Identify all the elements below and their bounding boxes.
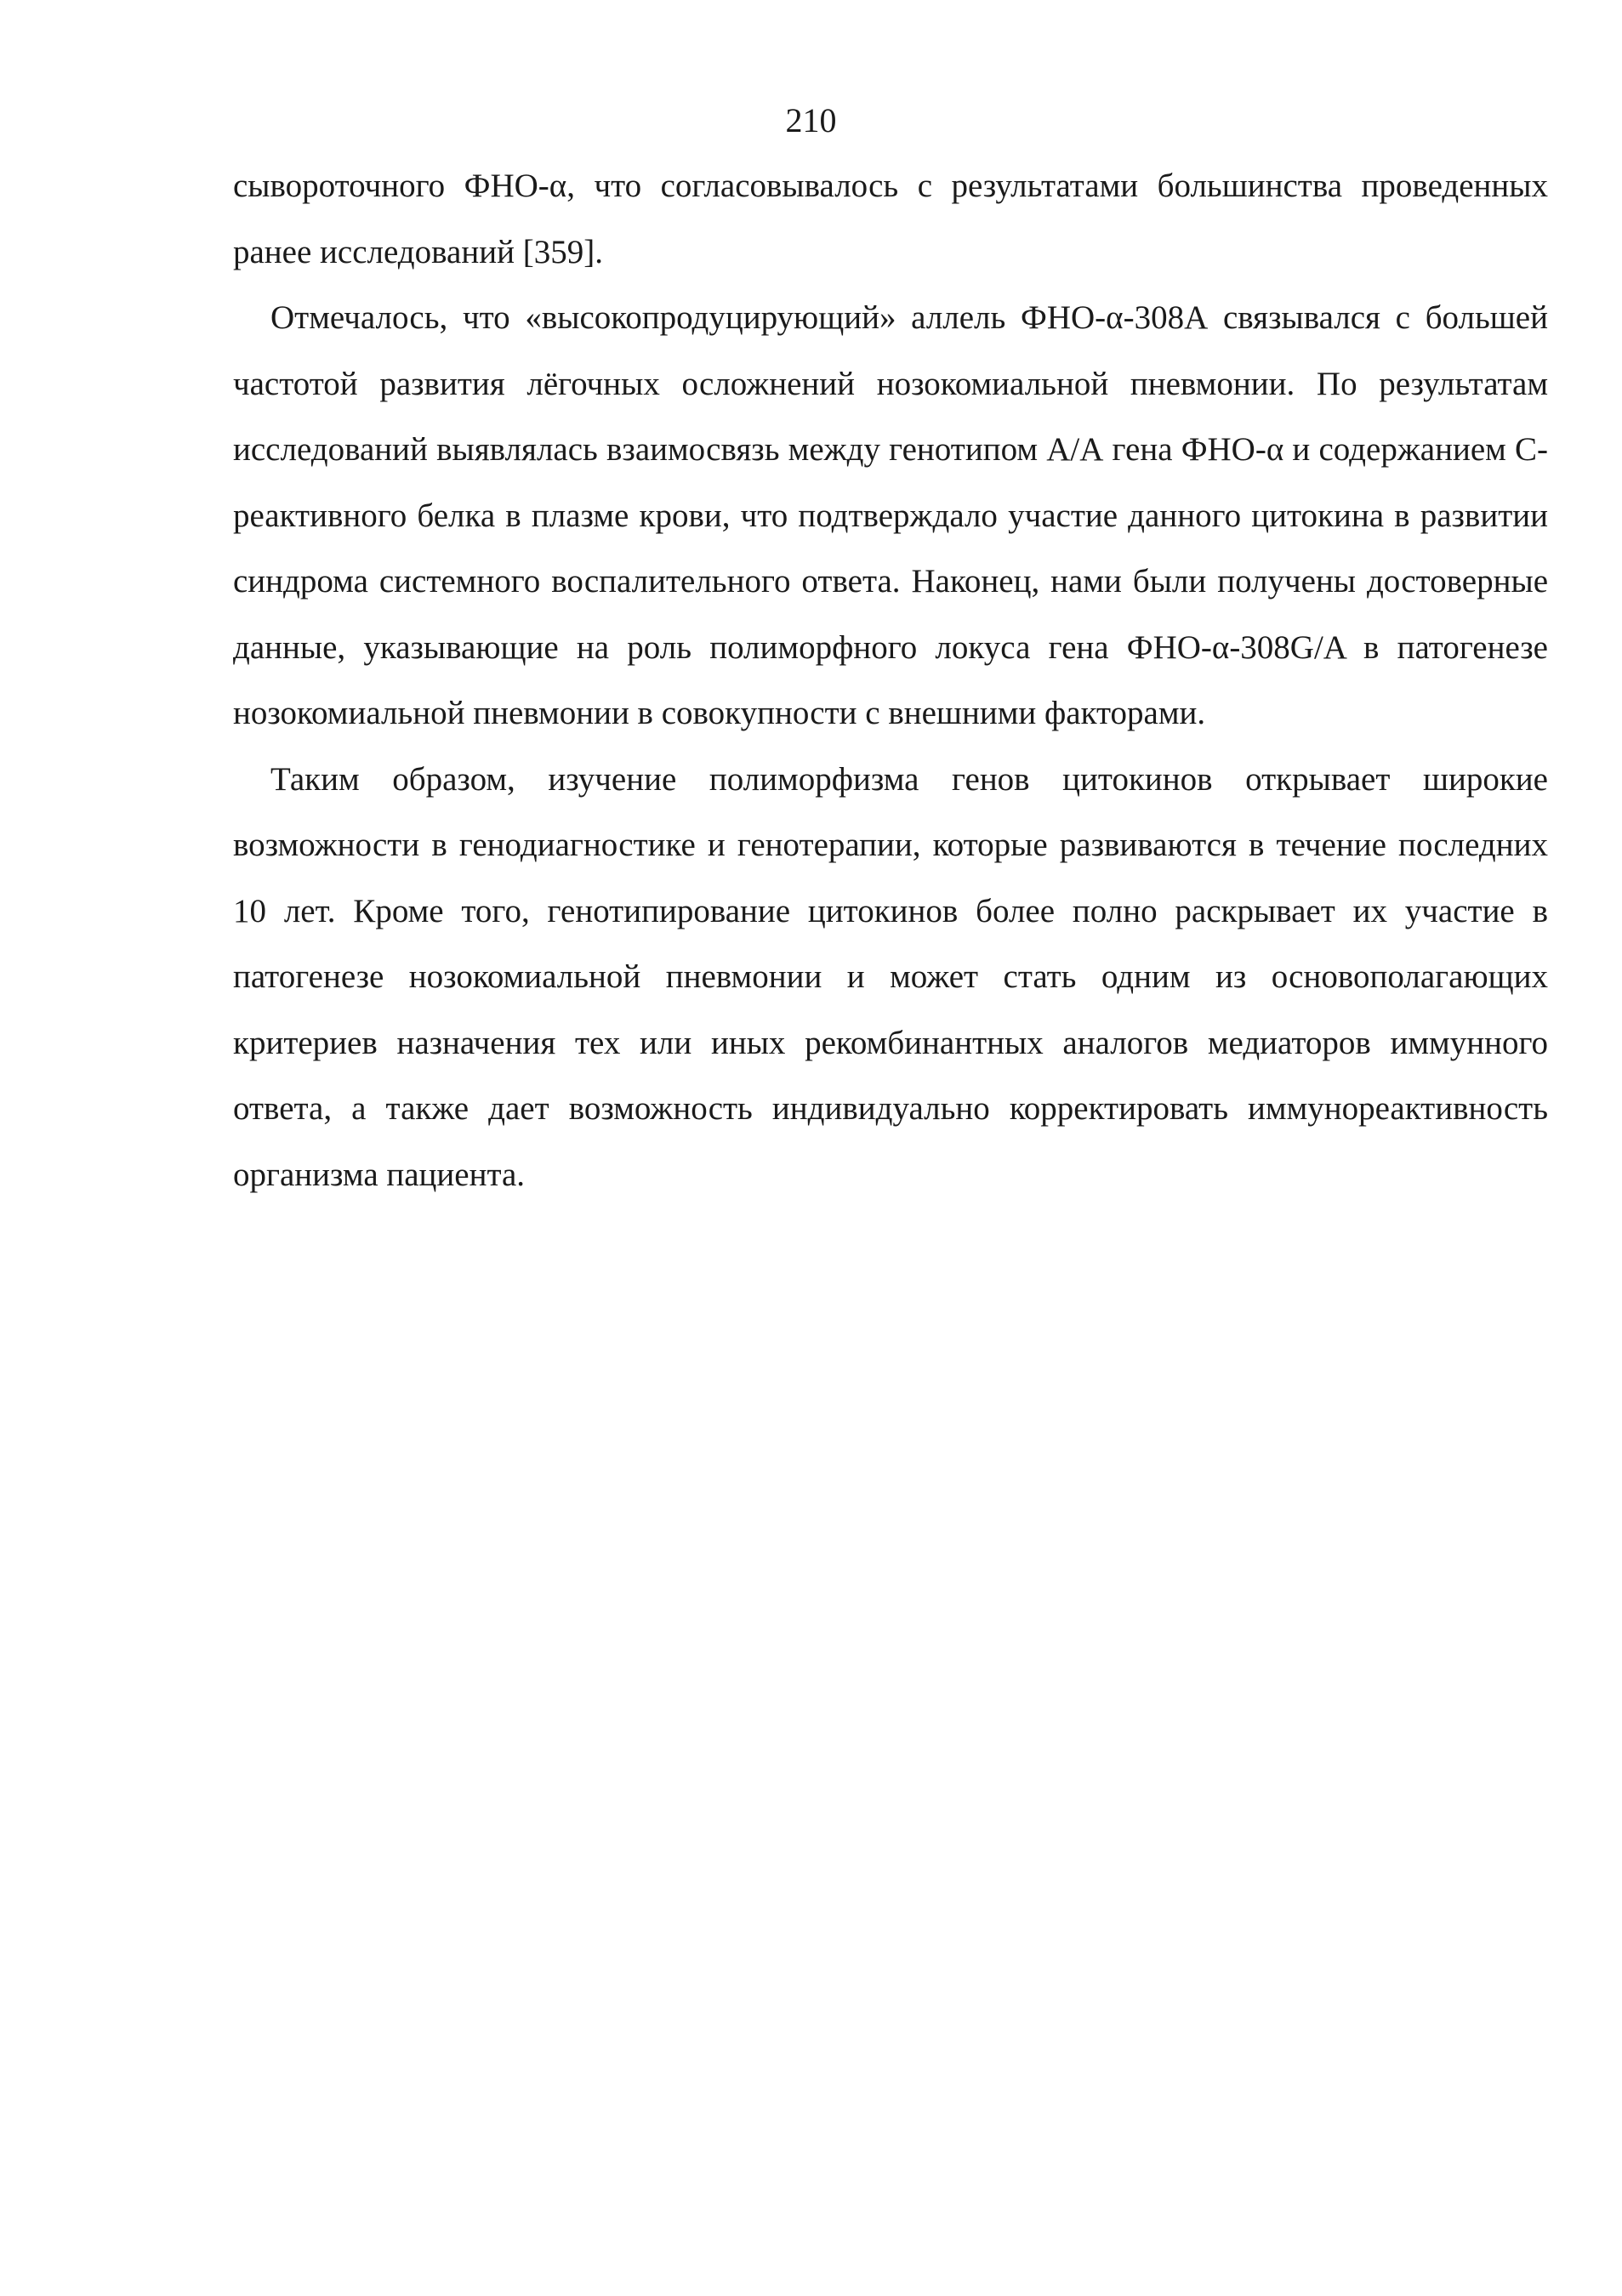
page-body [233, 153, 1548, 1208]
paragraph-continuation: сывороточного ФНО-α, что согласовывалось с результатами большинства проведенных ранее исследований [359]. [233, 168, 1548, 270]
paragraph-conclusion: Таким образом, изучение полиморфизма генов цитокинов открывает широкие возможности в генодиагностике и генотерапии, которые развиваются в течение последних 10 лет. Кроме того, генотипирование цитокинов более полно раскрывает их участие в патогенезе нозокомиальной пневмонии и может стать одним из основополагающих критериев назначения тех или иных рекомбинантных аналогов медиаторов иммунного ответа, а также дает возможность индивидуально корректировать иммунореактивность организма пациента. [233, 760, 1548, 1193]
page-number: 210 [785, 101, 837, 139]
paragraph-allele-findings: Отмечалось, что «высокопродуцирующий» аллель ФНО-α-308А связывался с большей частотой развития лёгочных осложнений нозокомиальной пневмонии. По результатам исследований выявлялась взаимосвязь между генотипом А/А гена ФНО-α и содержанием С-реактивного белка в плазме крови, что подтверждало участие данного цитокина в развитии синдрома системного воспалительного ответа. Наконец, нами были получены достоверные данные, указывающие на роль полиморфного локуса гена ФНО-α-308G/A в патогенезе нозокомиальной пневмонии в совокупности с внешними факторами. [233, 299, 1548, 731]
